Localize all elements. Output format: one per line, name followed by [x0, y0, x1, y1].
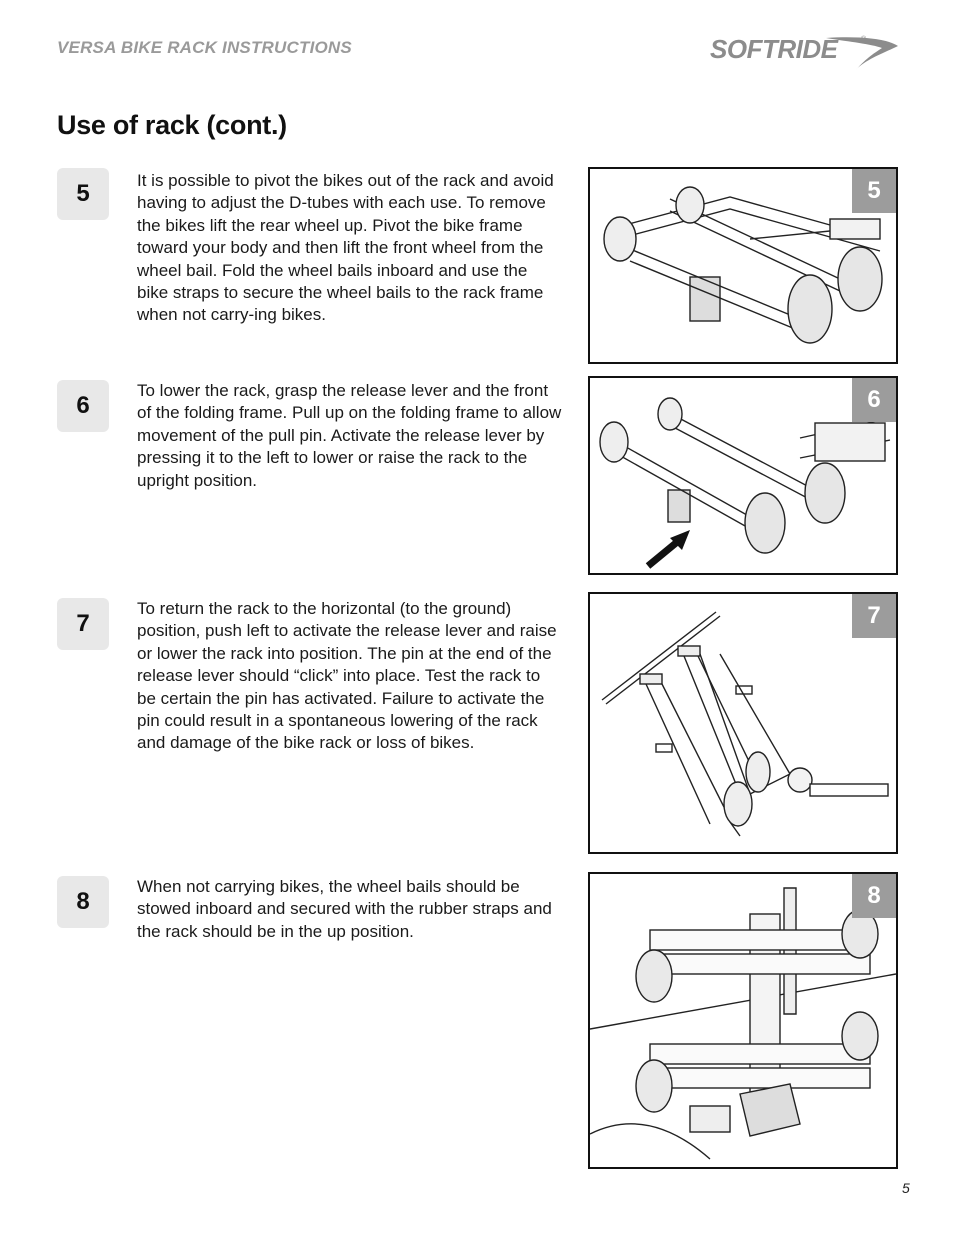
figure-label-7: 7: [852, 594, 896, 638]
step-5-text: It is possible to pivot the bikes out of the rack and avoid having to adjust the D-tubes with each use. To remove the bikes lift the rear wheel up. Pivot the bike frame toward your body and then lift the front wheel from the wheel bail. Fold the wheel bails inboard and use the bike straps to secure the wheel bails to the rack frame when not carry-ing bikes.: [137, 171, 554, 325]
step-number-8: 8: [57, 876, 109, 928]
page-number: 5: [902, 1180, 910, 1196]
figure-label-5: 5: [852, 169, 896, 213]
figure-label-6: 6: [852, 378, 896, 422]
document-header-title: VERSA BIKE RACK INSTRUCTIONS: [57, 38, 352, 57]
step-6-text: To lower the rack, grasp the release lever and the front of the folding frame. Pull up on the folding frame to allow movement of the pull pin. Activate the release lever by pressing it to the left to lower or raise the rack to the upright position.: [137, 381, 562, 490]
step-8-text: When not carrying bikes, the wheel bails should be stowed inboard and secured with the rubber straps and the rack should be in the up position.: [137, 877, 552, 941]
step-number-7: 7: [57, 598, 109, 650]
figure-8: [588, 872, 898, 1169]
step-7-text: To return the rack to the horizontal (to the ground) position, push left to activate the release lever and raise or lower the rack into position. The pin at the end of the release lever should “click” into place. Test the rack to be certain the pin has activated. Failure to activate the pin could result in a spontaneous lowering of the rack and damage of the bike rack or loss of bikes.: [137, 599, 557, 753]
figure-5: [588, 167, 898, 364]
rack-illustration-stowed: [590, 874, 896, 1167]
page-title: Use of rack (cont.): [57, 110, 287, 140]
step-number-6: 6: [57, 380, 109, 432]
step-number-5: 5: [57, 168, 109, 220]
softride-logo: [706, 30, 902, 74]
registered-mark: ®: [861, 36, 867, 43]
figure-label-8: 8: [852, 874, 896, 918]
logo-wordmark: SOFTRIDE: [710, 34, 838, 64]
figure-7: [588, 592, 898, 854]
rack-illustration-pivot: [590, 169, 896, 362]
rack-illustration-release-lever: [590, 378, 896, 573]
rack-illustration-horizontal: [590, 594, 896, 852]
figure-6: [588, 376, 898, 575]
